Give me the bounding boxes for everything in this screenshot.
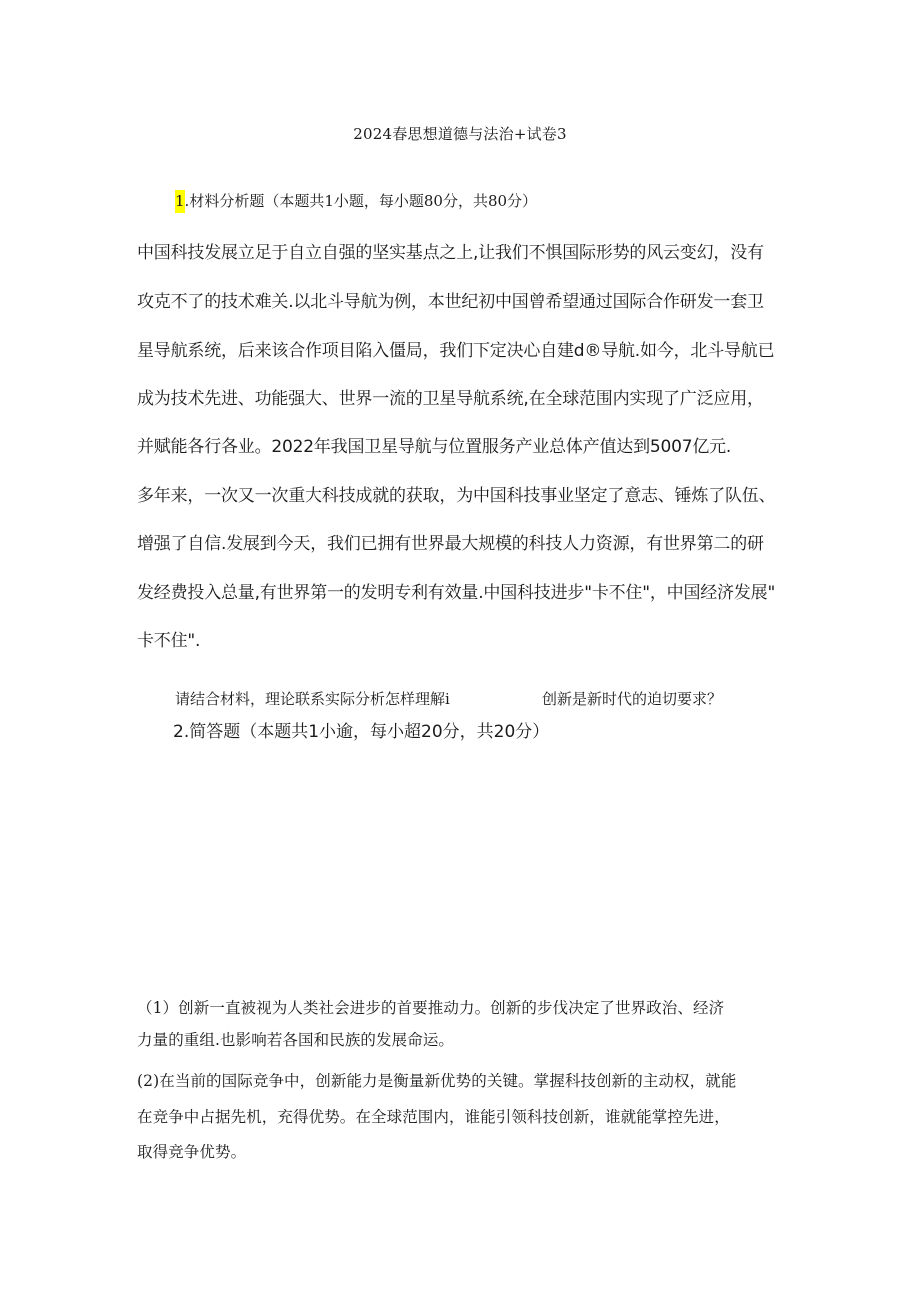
document-title: 2024春思想道德与法治+试卷3 bbox=[353, 125, 567, 143]
material-line-1: 中国科技发展立足于自立自强的坚实基点之上,让我们不惧国际形势的风云变幻，没有 bbox=[137, 243, 764, 263]
question-1-prompt-left: 请结合材料，理论联系实际分析怎样理解i bbox=[175, 690, 450, 708]
material-line-6: 多年来，一次又一次重大科技成就的获取，为中国科技事业坚定了意志、锤炼了队伍、 bbox=[137, 486, 776, 506]
question-1-heading bbox=[175, 190, 537, 213]
material-line-2: 攻克不了的技术难关.以北斗导航为例，本世纪初中国曾希望通过国际合作研发一套卫 bbox=[137, 292, 764, 312]
question-1-number-highlight: 1 bbox=[175, 190, 185, 213]
material-line-8: 发经费投入总量,有世界第一的发明专利有效量.中国科技进步"卡不住"，中国经济发展" bbox=[137, 583, 776, 603]
material-line-5: 并赋能各行各业。2022年我国卫星导航与位置服务产业总体产值达到5007亿元. bbox=[137, 437, 732, 457]
answer-line-4: 在竞争中占据先机，充得优势。在全球范围内，谁能引领科技创新，谁就能掌控先进， bbox=[137, 1108, 730, 1126]
material-line-4: 成为技术先进、功能强大、世界一流的卫星导航系统,在全球范围内实现了广泛应用， bbox=[137, 389, 764, 409]
answer-line-3: (2)在当前的国际竞争中，创新能力是衡量新优势的关键。掌握科技创新的主动权，就能 bbox=[137, 1072, 737, 1090]
question-1-prompt-right: 创新是新时代的迫切要求？ bbox=[542, 690, 723, 708]
material-line-3: 星导航系统，后来该合作项目陷入僵局，我们下定决心自建d®导航.如今，北斗导航已 bbox=[137, 341, 775, 361]
answer-line-1: （1）创新一直被视为人类社会进步的首要推动力。创新的步伐决定了世界政治、经济 bbox=[137, 999, 725, 1017]
material-line-7: 增强了自信.发展到今天，我们已拥有世界最大规模的科技人力资源，有世界第二的研 bbox=[137, 534, 764, 554]
answer-line-2: 力量的重组.也影响若各国和民族的发展命运。 bbox=[137, 1031, 455, 1049]
material-line-9: 卡不住". bbox=[137, 631, 201, 651]
answer-line-5: 取得竞争优势。 bbox=[137, 1143, 247, 1161]
question-2-heading: 2.简答题（本题共1小逾，每小超20分，共20分） bbox=[173, 722, 550, 742]
question-1-heading-text: .材料分析题（本题共1小题，每小题80分，共80分） bbox=[184, 192, 538, 210]
